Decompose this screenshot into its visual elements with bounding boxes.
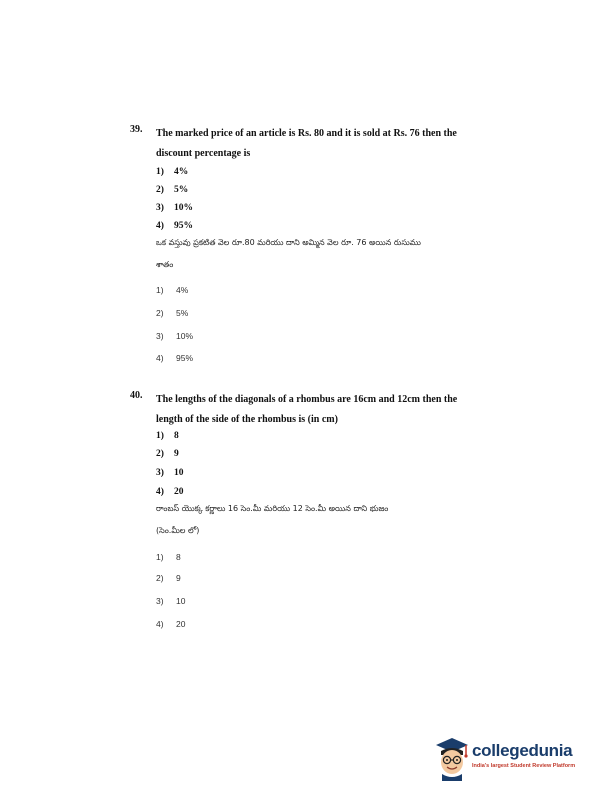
telugu-question-text [156, 232, 486, 276]
option-4: 4) 20 [156, 487, 184, 497]
telugu-option-3: 3) 10% [156, 331, 194, 341]
telugu-text-line: (సెం.మీల లో) [156, 526, 200, 535]
telugu-option-3: 3) 10 [156, 596, 186, 606]
option-4: 4) 95% [156, 221, 193, 231]
question-text-line: The lengths of the diagonals of a rhombus are 16cm and 12cm then the [156, 394, 458, 405]
option-3: 3) 10 [156, 468, 184, 478]
telugu-text-line: ఒక వస్తువు ప్రకటిత వెల రూ.80 మరియు దాని అమ్మిన వెల రూ. 76 అయిన రుసుము [156, 238, 421, 247]
telugu-text-line: రాంబస్ యొక్క కర్ణాలు 16 సెం.మీ మరియు 12 సెం.మీ అయిన దాని భుజం [156, 504, 389, 513]
telugu-option-1: 1) 8 [156, 552, 181, 562]
telugu-option-4: 4) 95% [156, 353, 194, 363]
telugu-question-text [156, 498, 486, 542]
question-text-line: length of the side of the rhombus is (in cm) [156, 414, 338, 425]
option-1: 1) 8 [156, 431, 179, 441]
question-number: 40. [130, 390, 143, 401]
telugu-option-1: 1) 4% [156, 285, 189, 295]
brand-tagline: India's largest Student Review Platform [472, 763, 576, 769]
option-2: 2) 9 [156, 449, 179, 459]
brand-name: collegedunia [472, 741, 573, 760]
option-2: 2) 5% [156, 185, 189, 195]
telugu-text-line: శాతం [156, 260, 174, 269]
question-text [156, 390, 486, 430]
question-text [156, 124, 486, 164]
student-mascot-icon [432, 733, 472, 781]
telugu-option-2: 2) 9 [156, 573, 181, 583]
collegedunia-logo[interactable] [432, 733, 592, 781]
question-text-line: discount percentage is [156, 148, 251, 159]
telugu-option-2: 2) 5% [156, 308, 189, 318]
option-1: 1) 4% [156, 167, 189, 177]
question-number: 39. [130, 124, 143, 135]
question-text-line: The marked price of an article is Rs. 80 and it is sold at Rs. 76 then the [156, 128, 457, 139]
telugu-option-4: 4) 20 [156, 619, 186, 629]
option-3: 3) 10% [156, 203, 193, 213]
